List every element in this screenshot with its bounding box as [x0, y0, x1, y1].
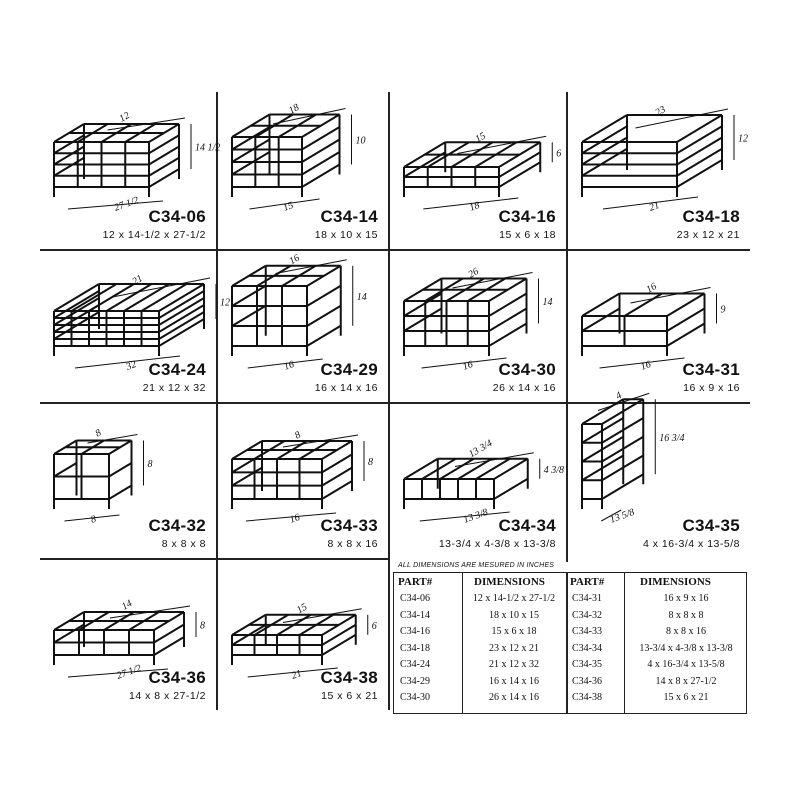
rack-drawing — [54, 612, 184, 665]
part-dimensions: 12 x 14-1/2 x 27-1/2 — [102, 229, 206, 241]
table-cell-dimensions: 4 x 16-3/4 x 13-5/8 — [647, 659, 725, 670]
table-cell-dimensions: 13-3/4 x 4-3/8 x 13-3/8 — [639, 642, 733, 654]
dimension-label: 13 5/8 — [608, 506, 637, 526]
dimension-label: 26 — [466, 266, 481, 281]
dimensions-note: ALL DIMENSIONS ARE MESURED IN INCHES — [398, 562, 555, 569]
dimension-label: 8 — [93, 427, 104, 440]
dimension-label: 14 — [356, 291, 367, 303]
dimension-label: 18 — [468, 200, 482, 214]
dimension-label: 21 — [130, 273, 145, 288]
product-cell — [390, 92, 566, 249]
table-cell-part: C34-14 — [400, 609, 430, 621]
rack-drawing — [582, 399, 643, 509]
table-cell-dimensions: 16 x 14 x 16 — [489, 675, 539, 687]
table-cell-dimensions: 16 x 9 x 16 — [663, 593, 709, 604]
dimension-label: 4 — [614, 390, 624, 403]
part-number: C34-34 — [498, 516, 556, 535]
table-cell-part: C34-29 — [400, 675, 430, 687]
table-cell-part: C34-36 — [572, 675, 602, 687]
product-cell — [218, 560, 388, 710]
dimension-label: 16 — [644, 281, 659, 296]
part-number: C34-18 — [682, 207, 740, 226]
table-cell-part: C34-32 — [572, 609, 602, 621]
dimension-label: 14 — [120, 598, 135, 613]
dimension-label: 12 — [738, 133, 748, 145]
dimension-label: 16 — [639, 359, 653, 373]
table-cell-dimensions: 15 x 6 x 18 — [491, 626, 537, 637]
table-cell-part: C34-18 — [400, 642, 430, 654]
dimension-label: 4 3/8 — [543, 464, 565, 476]
dimension-label: 23 — [653, 104, 668, 119]
dimension-label: 8 — [368, 457, 373, 468]
dimension-label: 10 — [355, 135, 366, 147]
part-number: C34-31 — [682, 360, 740, 379]
table-header-part: PART# — [570, 576, 605, 588]
table-cell-dimensions: 26 x 14 x 16 — [489, 692, 539, 703]
dimension-line — [631, 288, 711, 304]
product-cell — [568, 251, 750, 402]
dimension-line — [273, 109, 346, 125]
product-cell — [568, 92, 750, 249]
table-cell-dimensions: 12 x 14-1/2 x 27-1/2 — [472, 593, 556, 604]
dimension-label: 16 3/4 — [659, 432, 685, 444]
dimension-label: 8 — [89, 513, 98, 526]
table-cell-dimensions: 8 x 8 x 8 — [668, 609, 704, 621]
dimension-label: 32 — [124, 359, 138, 373]
part-dimensions: 15 x 6 x 21 — [321, 690, 378, 702]
rack-drawing — [54, 284, 204, 356]
dimension-label: 27 1/2 — [112, 194, 141, 214]
part-dimensions: 16 x 14 x 16 — [314, 382, 378, 394]
part-number: C34-35 — [682, 516, 740, 535]
product-cell — [40, 92, 221, 249]
dimension-label: 13 3/8 — [462, 506, 490, 526]
dimension-label: 8 — [200, 620, 205, 632]
dimension-line — [636, 109, 729, 128]
product-cell — [40, 560, 216, 710]
rack-drawing — [582, 115, 722, 197]
part-dimensions: 21 x 12 x 32 — [142, 382, 206, 394]
table-cell-dimensions: 15 x 6 x 21 — [663, 692, 709, 703]
table-header-dimensions: DIMENSIONS — [640, 576, 711, 588]
part-dimensions: 14 x 8 x 27-1/2 — [129, 690, 206, 702]
product-cell — [390, 251, 566, 402]
dimension-label: 14 — [542, 297, 553, 308]
part-dimensions: 18 x 10 x 15 — [314, 229, 378, 241]
part-dimensions: 23 x 12 x 21 — [676, 229, 740, 241]
dimension-label: 16 — [282, 359, 296, 373]
dimension-label: 12 — [220, 297, 230, 309]
table-cell-part: C34-24 — [400, 659, 430, 670]
dimension-label: 15 — [295, 601, 310, 617]
table-cell-dimensions: 21 x 12 x 32 — [489, 659, 539, 670]
table-header-part: PART# — [398, 576, 433, 588]
product-cell — [40, 404, 216, 558]
product-cell — [218, 404, 388, 558]
product-cell — [40, 251, 230, 402]
rack-drawing — [232, 115, 340, 198]
part-number: C34-30 — [498, 360, 556, 379]
table-cell-part: C34-33 — [572, 626, 602, 637]
rack-drawing — [582, 294, 705, 357]
part-dimensions: 16 x 9 x 16 — [683, 382, 740, 394]
part-number: C34-16 — [498, 207, 556, 226]
part-number: C34-24 — [148, 360, 206, 379]
dimension-label: 12 — [117, 110, 132, 125]
table-cell-part: C34-30 — [400, 692, 430, 703]
table-cell-dimensions: 14 x 8 x 27-1/2 — [655, 675, 717, 687]
table-cell-part: C34-16 — [400, 626, 430, 637]
part-dimensions: 4 x 16-3/4 x 13-5/8 — [642, 538, 740, 550]
part-number: C34-38 — [320, 668, 378, 687]
rack-drawing — [404, 279, 527, 357]
product-cell — [218, 251, 388, 402]
part-dimensions: 13-3/4 x 4-3/8 x 13-3/8 — [438, 538, 556, 550]
dimensions-table — [393, 572, 747, 714]
dimension-label: 15 — [281, 200, 295, 214]
table-divider-center — [566, 573, 568, 713]
table-cell-dimensions: 18 x 10 x 15 — [489, 609, 539, 621]
part-dimensions: 8 x 8 x 16 — [327, 538, 378, 550]
dimension-label: 13 3/4 — [467, 437, 495, 461]
table-cell-part: C34-35 — [572, 659, 602, 670]
dimension-label: 15 — [473, 130, 488, 146]
table-cell-part: C34-38 — [572, 692, 602, 703]
dimension-label: 16 — [287, 252, 302, 268]
part-number: C34-06 — [148, 207, 206, 226]
dimension-label: 6 — [556, 148, 562, 160]
rack-drawing — [54, 124, 179, 197]
part-number: C34-36 — [148, 668, 206, 687]
dimension-label: 8 — [293, 429, 303, 442]
part-dimensions: 15 x 6 x 18 — [499, 229, 556, 241]
rack-drawing — [232, 266, 341, 356]
rack-drawing — [404, 459, 528, 509]
dimension-label: 16 — [288, 512, 302, 526]
product-cell — [218, 92, 388, 249]
dimension-label: 18 — [287, 102, 302, 117]
table-divider — [624, 573, 625, 713]
part-dimensions: 8 x 8 x 8 — [161, 538, 206, 550]
table-divider — [462, 573, 463, 713]
part-number: C34-32 — [148, 516, 206, 535]
dimension-label: 9 — [720, 304, 726, 316]
dimension-label: 16 — [461, 359, 475, 373]
rack-drawing — [232, 615, 356, 665]
dimension-label: 21 — [290, 668, 304, 682]
product-cell — [568, 390, 750, 558]
dimension-label: 6 — [371, 620, 377, 632]
table-cell-dimensions: 8 x 8 x 16 — [666, 626, 706, 637]
part-number: C34-29 — [320, 360, 378, 379]
table-cell-part: C34-06 — [400, 593, 430, 604]
table-cell-part: C34-31 — [572, 593, 602, 604]
dimension-label: 8 — [147, 459, 153, 470]
part-number: C34-33 — [320, 516, 378, 535]
dimension-label: 14 1/2 — [195, 142, 221, 154]
table-cell-part: C34-34 — [572, 642, 602, 654]
dimension-label: 21 — [647, 200, 661, 214]
part-number: C34-14 — [320, 207, 378, 226]
table-cell-dimensions: 23 x 12 x 21 — [489, 642, 539, 654]
product-cell — [390, 404, 566, 558]
rack-drawing — [232, 441, 352, 509]
part-dimensions: 26 x 14 x 16 — [492, 382, 556, 394]
rack-drawing — [54, 441, 132, 510]
dimension-label: 27 1/2 — [115, 662, 143, 682]
table-header-dimensions: DIMENSIONS — [474, 576, 545, 588]
